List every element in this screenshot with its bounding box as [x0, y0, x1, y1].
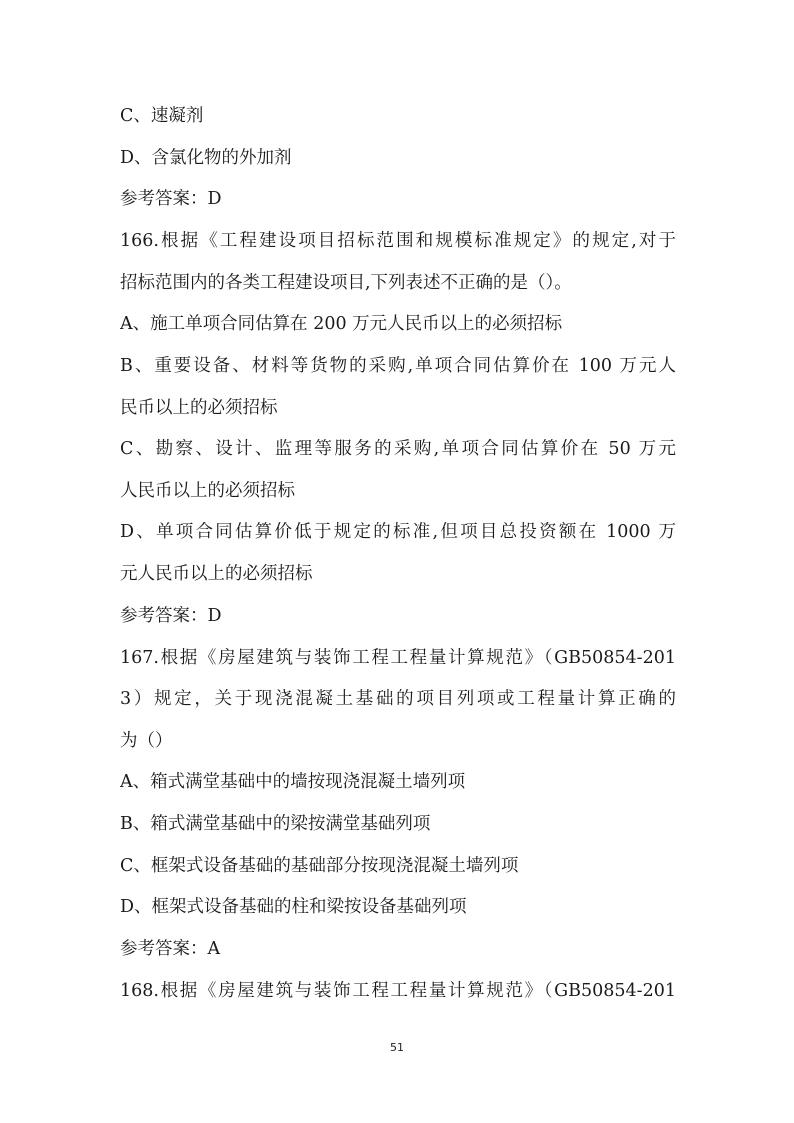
- option-c-q166-line-2: 人民币以上的必须招标: [120, 481, 295, 501]
- option-a-q167: A、箱式满堂基础中的墙按现浇混凝土墙列项: [120, 772, 466, 792]
- option-a-q166: A、施工单项合同估算在 200 万元人民币以上的必须招标: [120, 314, 563, 334]
- option-b-q166-line-2: 民币以上的必须招标: [120, 398, 278, 418]
- option-d-q165: D、含氯化物的外加剂: [120, 148, 292, 168]
- answer-q167: 参考答案：A: [120, 939, 221, 959]
- question-167-line-3: 为（）: [120, 731, 173, 751]
- option-c-q165: C、速凝剂: [120, 106, 204, 126]
- page-number: 51: [390, 1041, 404, 1054]
- option-b-q166-line-1: B、重要设备、材料等货物的采购,单项合同估算价在 100 万元人: [120, 356, 676, 376]
- question-167-line-2: 3）规定，关于现浇混凝土基础的项目列项或工程量计算正确的: [120, 689, 676, 709]
- option-d-q166-line-2: 元人民币以上的必须招标: [120, 564, 313, 584]
- option-d-q166-line-1: D、单项合同估算价低于规定的标准,但项目总投资额在 1000 万: [120, 522, 676, 542]
- question-167-line-1: 167.根据《房屋建筑与装饰工程工程量计算规范》（GB50854-201: [120, 648, 676, 668]
- question-168-line-1: 168.根据《房屋建筑与装饰工程工程量计算规范》（GB50854-201: [120, 981, 676, 1001]
- question-166-line-2: 招标范围内的各类工程建设项目,下列表述不正确的是（）。: [120, 273, 572, 293]
- question-166-line-1: 166.根据《工程建设项目招标范围和规模标准规定》的规定,对于: [120, 231, 676, 251]
- option-d-q167: D、框架式设备基础的柱和梁按设备基础列项: [120, 897, 467, 917]
- option-b-q167: B、箱式满堂基础中的梁按满堂基础列项: [120, 814, 431, 834]
- option-c-q166-line-1: C、勘察、设计、监理等服务的采购,单项合同估算价在 50 万元: [120, 439, 676, 459]
- option-c-q167: C、框架式设备基础的基础部分按现浇混凝土墙列项: [120, 856, 519, 876]
- answer-q166: 参考答案：D: [120, 606, 222, 626]
- answer-q165: 参考答案：D: [120, 189, 222, 209]
